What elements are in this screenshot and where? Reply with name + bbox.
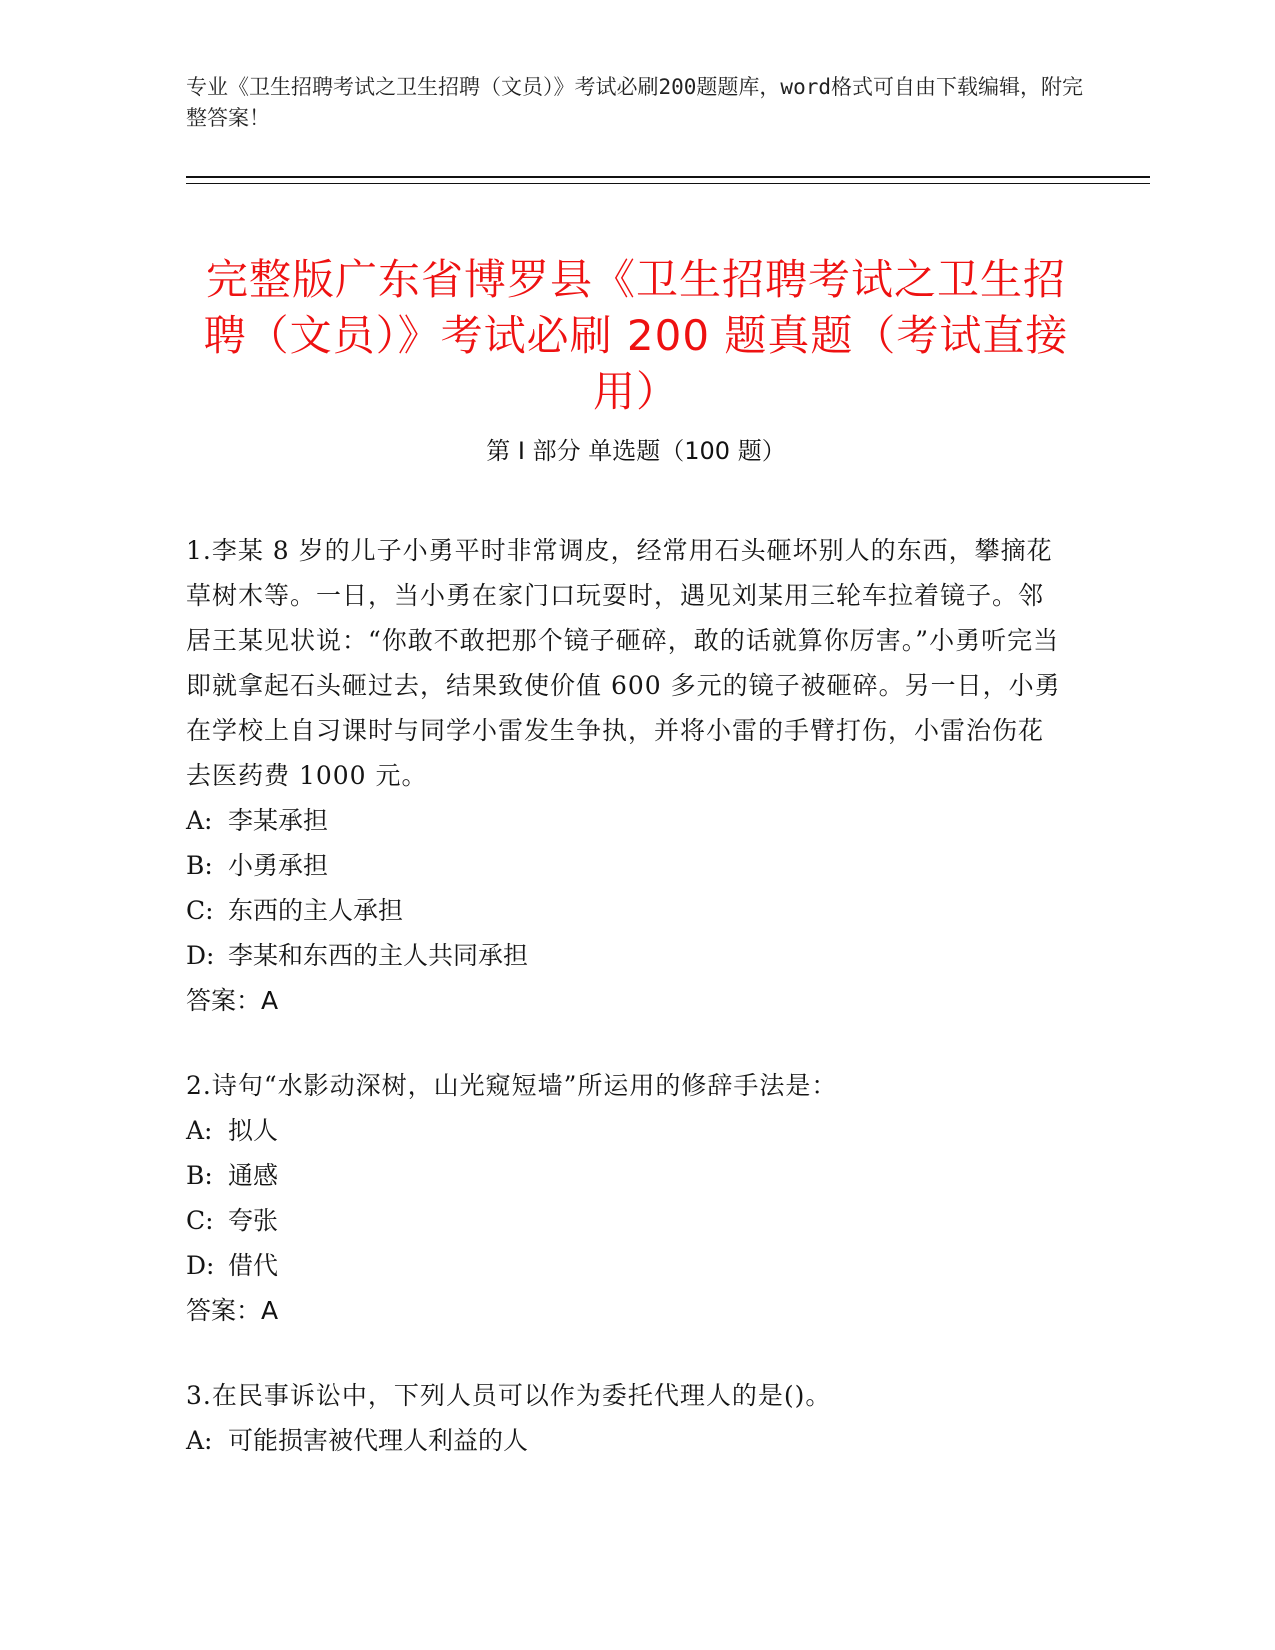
option-text: 夸张 — [228, 1206, 279, 1235]
question-option — [186, 1153, 1066, 1198]
question-item — [186, 528, 1066, 1023]
option-key: D: — [186, 1251, 215, 1280]
option-text: 通感 — [228, 1161, 279, 1190]
option-key: C: — [186, 896, 214, 925]
option-text: 小勇承担 — [228, 851, 329, 880]
option-text: 李某承担 — [228, 806, 329, 835]
question-option — [186, 1243, 1066, 1288]
document-title: 完整版广东省博罗县《卫生招聘考试之卫生招聘（文员）》考试必刷 200 题真题（考试直接用） — [203, 255, 1069, 417]
question-option — [186, 1418, 1066, 1463]
question-item — [186, 1373, 1066, 1463]
question-option — [186, 843, 1066, 888]
question-option — [186, 888, 1066, 933]
header-divider-thin — [186, 183, 1150, 184]
option-text: 东西的主人承担 — [228, 896, 404, 925]
option-key: A: — [186, 806, 213, 835]
question-option — [186, 798, 1066, 843]
option-key: A: — [186, 1116, 213, 1145]
section-heading: 第 I 部分 单选题（100 题） — [486, 437, 786, 465]
option-text: 借代 — [228, 1251, 279, 1280]
question-stem: 1.李某 8 岁的儿子小勇平时非常调皮，经常用石头砸坏别人的东西，攀摘花草树木等。一日，当小勇在家门口玩耍时，遇见刘某用三轮车拉着镜子。邻居王某见状说：“你敢不敢把那个镜子砸碎，敢的话就算你厉害。”小勇听完当即就拿起石头砸过去，结果致使价值 600 多元的镜子被砸碎。另一日，小勇在学校上自习课时与同学小雷发生争执，并将小雷的手臂打伤，小雷治伤花去医药费 1000 元。 — [186, 536, 1061, 790]
question-stem: 2.诗句“水影动深树，山光窥短墙”所运用的修辞手法是： — [186, 1071, 838, 1100]
question-list — [186, 528, 1066, 1503]
question-stem: 3.在民事诉讼中，下列人员可以作为委托代理人的是()。 — [186, 1381, 832, 1410]
header-divider-thick — [186, 176, 1150, 178]
answer-line: 答案：A — [186, 1296, 279, 1325]
option-key: D: — [186, 941, 215, 970]
question-option — [186, 1198, 1066, 1243]
header-note: 专业《卫生招聘考试之卫生招聘（文员）》考试必刷200题题库，word格式可自由下载编辑，附完整答案！ — [186, 75, 1083, 130]
option-text: 可能损害被代理人利益的人 — [228, 1426, 529, 1455]
question-option — [186, 933, 1066, 978]
question-option — [186, 1108, 1066, 1153]
option-key: B: — [186, 1161, 213, 1190]
answer-line: 答案：A — [186, 986, 279, 1015]
option-key: C: — [186, 1206, 214, 1235]
question-item — [186, 1063, 1066, 1333]
option-key: A: — [186, 1426, 213, 1455]
option-key: B: — [186, 851, 213, 880]
option-text: 李某和东西的主人共同承担 — [228, 941, 529, 970]
option-text: 拟人 — [228, 1116, 279, 1145]
